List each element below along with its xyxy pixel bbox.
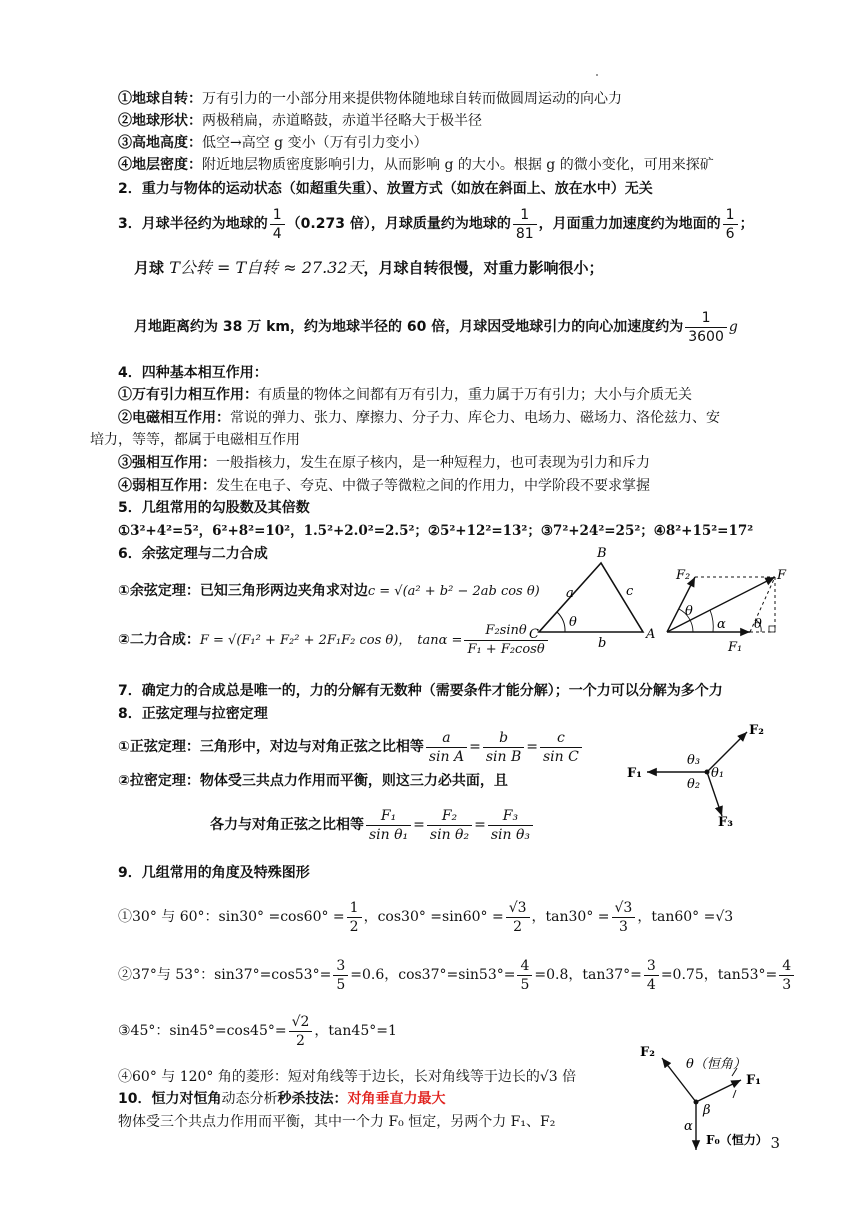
constant-force-figure — [638, 1040, 788, 1155]
s1-line1: ①地球自转：万有引力的一小部分用来提供物体随地球自转而做圆周运动的向心力 — [118, 91, 622, 107]
s8-line1: ①正弦定理：三角形中，对边与对角正弦之比相等 $\frac{a}{\text{sin A}}$ = $\frac{b}{\text{sin B}}$ = $\frac{c}{\text{sin C}}$ — [118, 727, 584, 767]
s10-line2: 物体受三个共点力作用而平衡，其中一个力 F₀ 恒定，另两个力 F₁、F₂ — [118, 1114, 556, 1130]
label-b: b — [598, 636, 607, 651]
s7-line: 7．确定力的合成总是唯一的，力的分解有无数种（需要条件才能分解）；一个力可以分解为多个力 — [118, 683, 723, 699]
s9-line3: ③45°：sin45°=cos45°= $\frac{√2}{2}$ ，tan45°=1 — [118, 1013, 397, 1049]
s4-line2-cont: 培力，等等，都属于电磁相互作用 — [90, 432, 300, 448]
s4-line1: ①万有引力相互作用：有质量的物体之间都有万有引力，重力属于万有引力；大小与介质无关 — [118, 387, 692, 403]
label-theta: θ（恒角） — [686, 1057, 746, 1072]
label-F2: F₂ — [640, 1045, 655, 1060]
label-theta1: θ₁ — [711, 766, 725, 781]
label-alpha: α — [684, 1119, 693, 1134]
s9-line1: ①30° 与 60°：sin30° =cos60° = $\frac{1}{2}$ ，cos30° =sin60° = $\frac{√3}{2}$ ，tan30° = $\frac{√3}{3}$ ，tan60° =√3 — [118, 899, 734, 935]
s6-line2: ②二力合成：F = √(F₁² + F₂² + 2F₁F₂ cos θ)， tanα = $\frac{\text{F₂sinθ}}{\text{F₁ + F₂cosθ}}$ — [118, 620, 550, 661]
label-c: c — [626, 584, 634, 599]
header-dot — [596, 74, 598, 76]
s8-line3: 各力与对角正弦之比相等 $\frac{\text{F₁}}{\text{sin θ₁}}$ = $\frac{\text{F₂}}{\text{sin θ₂}}$ = $\frac{\text{F₃}}{\text{sin θ₃}}$ — [210, 805, 535, 845]
s4-line3: ③强相互作用：一般指核力，发生在原子核内，是一种短程力，也可表现为引力和斥力 — [118, 455, 650, 471]
s2-line: 2．重力与物体的运动状态（如超重失重）、放置方式（如放在斜面上、放在水中）无关 — [118, 181, 653, 197]
label-theta: θ — [569, 615, 577, 630]
label-theta3: θ₃ — [687, 753, 701, 768]
s1-line3: ③高地高度：低空→高空 g 变小（万有引力变小） — [118, 135, 428, 151]
label-a: a — [566, 586, 574, 601]
label-alpha: α — [717, 617, 726, 632]
label-F: F — [777, 568, 787, 583]
s4-title: 4．四种基本相互作用： — [118, 365, 268, 381]
s5-line: ①3²+4²=5²，6²+8²=10²，1.5²+2.0²=2.5²；②5²+12²=13²；③7²+24²=25²；④8²+15²=17² — [118, 523, 754, 539]
label-F1: F₁ — [627, 766, 642, 781]
s8-title: 8．正弦定理与拉密定理 — [118, 706, 268, 722]
s3-line3: 月地距离约为 38 万 km，约为地球半径的 60 倍，月球因受地球引力的向心加速度约为 $\frac{1}{3600}$ g — [134, 309, 738, 345]
s1-line2: ②地球形状：两极稍扁，赤道略鼓，赤道半径略大于极半径 — [118, 113, 482, 129]
s9-line2: ②37°与 53°：sin37°=cos53°= $\frac{3}{5}$ =0.6，cos37°=sin53°= $\frac{4}{5}$ =0.8，tan37°= $\frac{3}{4}$ =0.75，tan53°= $\frac{4}{3}$ — [118, 955, 796, 995]
label-A: A — [646, 627, 656, 642]
s9-line4: ④60° 与 120° 角的菱形：短对角线等于边长，长对角线等于边长的√3 倍 — [118, 1069, 577, 1085]
s10-title: 10．恒力对恒角动态分析秒杀技法：对角垂直力最大 — [118, 1091, 446, 1107]
page-number: 3 — [770, 1134, 780, 1152]
s5-title: 5．几组常用的勾股数及其倍数 — [118, 500, 310, 516]
s3-line1: 3．月球半径约为地球的 $\frac{1}{4}$ （0.273 倍），月球质量约为地球的 $\frac{1}{81}$ ，月面重力加速度约为地面的 $\frac{1}{6}$ ； — [118, 206, 754, 242]
label-F2: F₂ — [676, 568, 691, 583]
s6-title: 6．余弦定理与二力合成 — [118, 546, 268, 562]
lami-figure — [625, 718, 775, 833]
s1-line4: ④地层密度：附近地层物质密度影响引力，从而影响 g 的大小。根据 g 的微小变化，可用来探矿 — [118, 157, 714, 173]
s9-title: 9．几组常用的角度及特殊图形 — [118, 865, 310, 881]
s4-line2: ②电磁相互作用：常说的弹力、张力、摩擦力、分子力、库仑力、电场力、磁场力、洛伦兹力、安 — [118, 410, 720, 426]
label-F1: F₁ — [728, 640, 743, 655]
s4-line4: ④弱相互作用：发生在电子、夸克、中微子等微粒之间的作用力，中学阶段不要求掌握 — [118, 478, 650, 494]
s8-line2: ②拉密定理：物体受三共点力作用而平衡，则这三力必共面，且 — [118, 773, 508, 789]
label-theta2: θ — [685, 604, 693, 619]
s6-line1: ①余弦定理：已知三角形两边夹角求对边c = √(a² + b² − 2ab cos θ) — [118, 583, 540, 599]
label-F1: F₁ — [746, 1073, 761, 1088]
s3-line2: 月球 T公转 = T自转 ≈ 27.32天，月球自转很慢，对重力影响很小； — [134, 258, 604, 277]
triangle-figure — [525, 545, 665, 655]
label-theta3: θ — [754, 617, 762, 632]
force-parallelogram-figure — [655, 565, 795, 660]
label-F2: F₂ — [749, 723, 764, 738]
label-F0: F₀（恒力） — [706, 1133, 768, 1147]
label-F3: F₃ — [718, 815, 733, 830]
label-beta: β — [703, 1103, 711, 1118]
label-theta2: θ₂ — [687, 777, 701, 792]
label-C: C — [529, 627, 539, 642]
label-B: B — [597, 546, 607, 561]
